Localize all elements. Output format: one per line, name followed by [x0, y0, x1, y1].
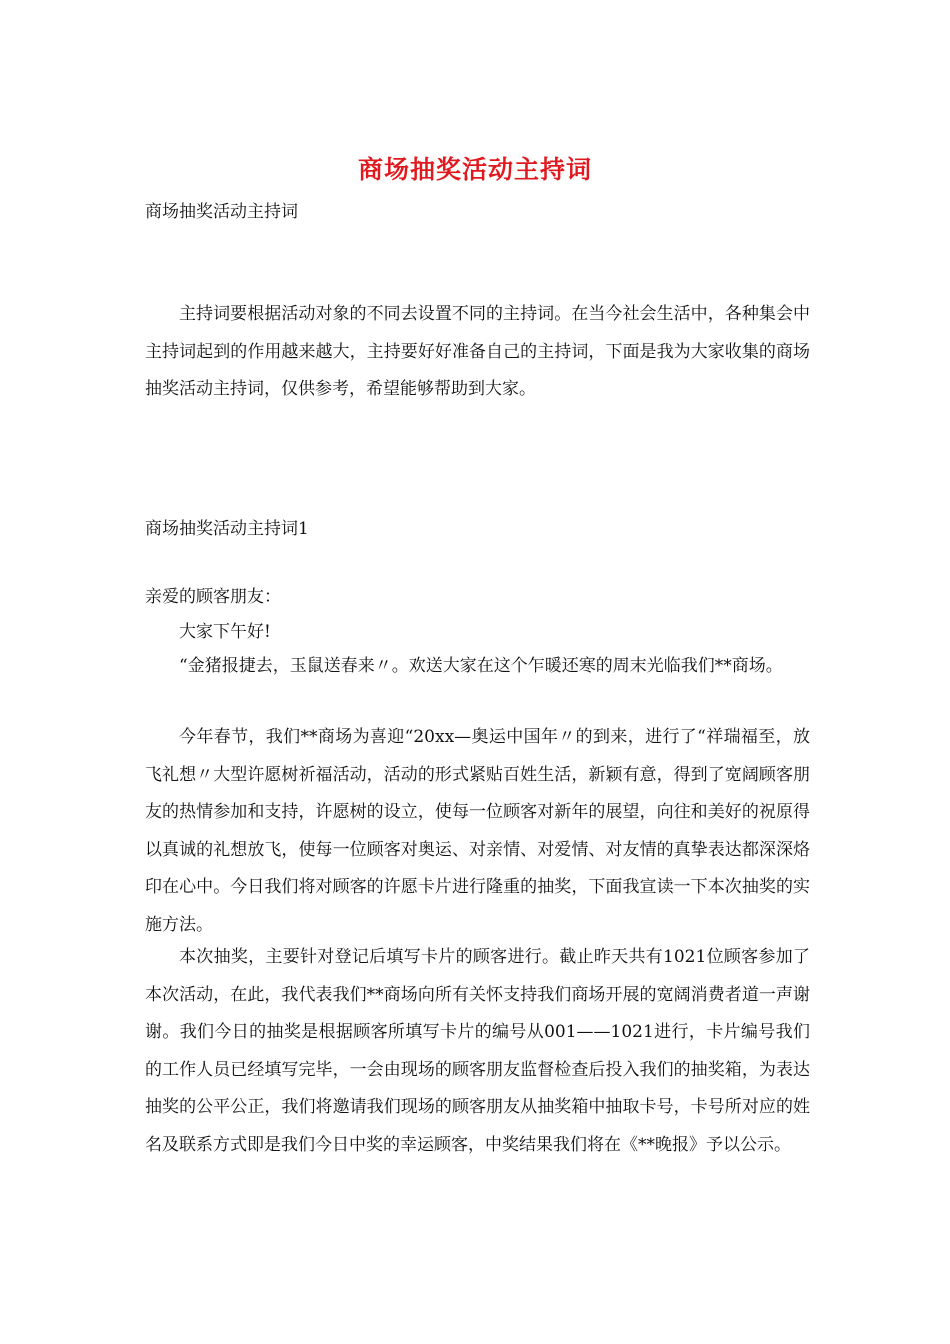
- greeting-line: 亲爱的顾客朋友：: [145, 587, 281, 607]
- paragraph-3: 本次抽奖，主要针对登记后填写卡片的顾客进行。截止昨天共有1021位顾客参加了本次活动，在此，我代表我们**商场向所有关怀支持我们商场开展的宽阔消费者道一声谢谢。我们今日的抽奖是根据顾客所填写卡片的编号从001——1021进行，卡片编号我们的工作人员已经填写完毕，一会由现场的顾客朋友监督检查后投入我们的抽奖箱，为表达抽奖的公平公正，我们将邀请我们现场的顾客朋友从抽奖箱中抽取卡号，卡号所对应的姓名及联系方式即是我们今日中奖的幸运顾客，中奖结果我们将在《**晚报》予以公示。: [145, 947, 810, 1155]
- document-subtitle: 商场抽奖活动主持词: [145, 202, 298, 222]
- document-title: 商场抽奖活动主持词: [357, 155, 592, 184]
- paragraph-2: 今年春节，我们**商场为喜迎“20xx—奥运中国年〃的到来，进行了“祥瑞福至，放飞礼想〃大型许愿树祈福活动，活动的形式紧贴百姓生活，新颖有意，得到了宽阔顾客朋友的热情参加和支持，许愿树的设立，使每一位顾客对新年的展望，向往和美好的祝原得以真诚的礼想放飞，使每一位顾客对奥运、对亲情、对爱情、对友情的真挚表达都深深烙印在心中。今日我们将对顾客的许愿卡片进行隆重的抽奖，下面我宣读一下本次抽奖的实施方法。: [145, 727, 810, 935]
- hello-line: 大家下午好!: [179, 622, 271, 642]
- intro-paragraph: 主持词要根据活动对象的不同去设置不同的主持词。在当今社会生活中，各种集会中主持词起到的作用越来越大，主持要好好准备自己的主持词，下面是我为大家收集的商场抽奖活动主持词，仅供参考，希望能够帮助到大家。: [145, 304, 810, 399]
- section-heading: 商场抽奖活动主持词1: [145, 519, 309, 539]
- paragraph-1: “金猪报捷去，玉鼠送春来〃。欢送大家在这个乍暖还寒的周末光临我们**商场。: [179, 656, 783, 676]
